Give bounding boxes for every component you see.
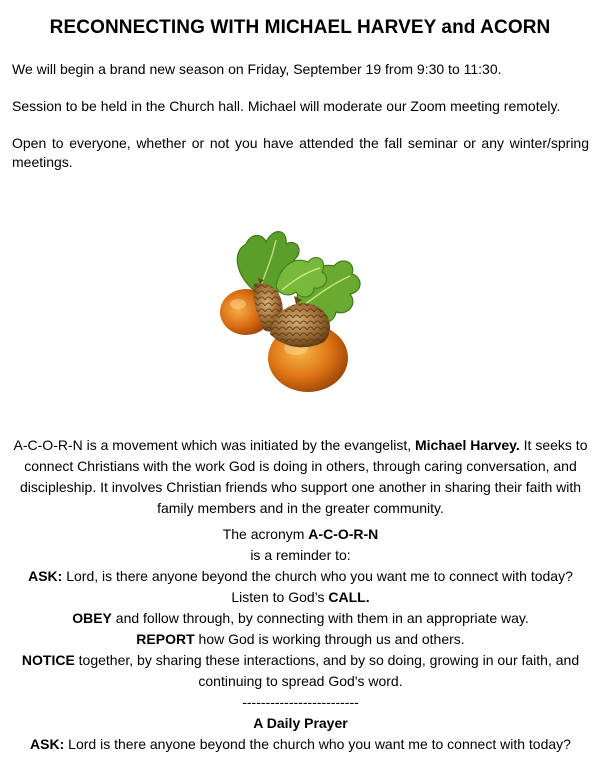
- acronym-reminder: is a reminder to:: [250, 547, 351, 563]
- acronym-intro: The acronym A-C-O-R-N: [222, 526, 379, 542]
- acronym-report: REPORT how God is working through us and others.: [136, 631, 465, 647]
- acronym-ask: ASK: Lord, is there anyone beyond the church who you want me to connect with today?: [28, 568, 573, 584]
- location-paragraph: Session to be held in the Church hall. Michael will moderate our Zoom meeting remotely.: [12, 98, 561, 114]
- notice-label: NOTICE: [21, 652, 75, 668]
- acronym-call: Listen to God’s CALL.: [231, 589, 370, 605]
- schedule-paragraph: We will begin a brand new season on Friday, September 19 from 9:30 to 11:30.: [12, 61, 502, 77]
- acorn-with-oak-leaves-icon: [216, 222, 368, 398]
- acronym-notice: NOTICE together, by sharing these interactions, and by so doing, growing in our faith, and continuing to spread God's word.: [21, 652, 580, 689]
- divider: -------------------------: [242, 694, 359, 710]
- acronym-obey: OBEY and follow through, by connecting with them in an appropriate way.: [72, 610, 529, 626]
- page-title: RECONNECTING WITH MICHAEL HARVEY and ACORN: [49, 17, 551, 38]
- acorn-description: A-C-O-R-N is a movement which was initiated by the evangelist, Michael Harvey. It seeks to connect Christians with the work God is doing in others, through caring conversation, and discipleship. It involves Christian friends who support one another in sharing their faith with family members and in the greater community.: [13, 437, 588, 516]
- prayer-heading: A Daily Prayer: [253, 715, 348, 731]
- prayer-ask-label: ASK:: [30, 736, 65, 752]
- report-label: REPORT: [136, 631, 195, 647]
- call-label: CALL.: [328, 589, 370, 605]
- prayer-ask: ASK: Lord is there anyone beyond the church who you want me to connect with today?: [30, 736, 571, 752]
- evangelist-name: Michael Harvey.: [414, 437, 520, 453]
- acronym-word: A-C-O-R-N: [308, 526, 379, 542]
- ask-label: ASK:: [28, 568, 63, 584]
- obey-label: OBEY: [72, 610, 112, 626]
- acronym-list: [12, 524, 589, 755]
- invitation-paragraph: Open to everyone, whether or not you have attended the fall seminar or any winter/spring meetings.: [12, 135, 589, 170]
